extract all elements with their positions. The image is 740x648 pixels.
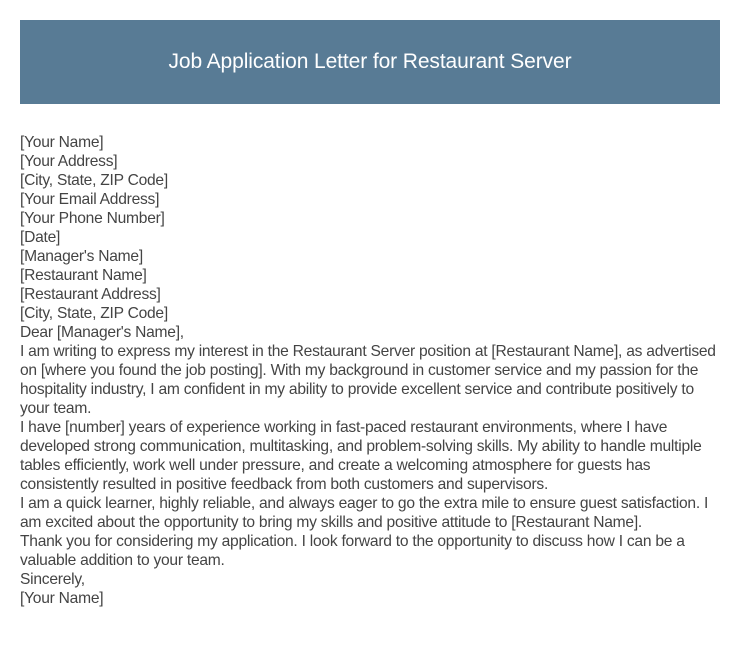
recipient-restaurant-address: [Restaurant Address] <box>20 286 161 303</box>
recipient-city-state-zip: [City, State, ZIP Code] <box>20 305 168 322</box>
page-header <box>20 20 720 104</box>
recipient-block <box>20 247 724 323</box>
closing: Sincerely, <box>20 571 85 588</box>
recipient-restaurant-name: [Restaurant Name] <box>20 267 147 284</box>
recipient-name: [Manager's Name] <box>20 248 143 265</box>
sender-city-state-zip: [City, State, ZIP Code] <box>20 172 168 189</box>
letter-body <box>20 133 724 608</box>
letter-date: [Date] <box>20 229 61 246</box>
signature: [Your Name] <box>20 590 104 607</box>
page-title: Job Application Letter for Restaurant Server <box>168 50 572 73</box>
salutation: Dear [Manager's Name], <box>20 324 184 341</box>
sender-block <box>20 133 724 228</box>
sender-phone: [Your Phone Number] <box>20 210 165 227</box>
body-paragraph-2: I have [number] years of experience working in fast-paced restaurant environments, where I have developed strong communication, multitasking, and problem-solving skills. My ability to handle multiple tables efficiently, work well under pressure, and create a welcoming atmosphere for guests has consistently resulted in positive feedback from both customers and supervisors. <box>20 419 702 493</box>
sender-email: [Your Email Address] <box>20 191 160 208</box>
body-paragraph-1: I am writing to express my interest in the Restaurant Server position at [Restaurant Name], as advertised on [where you found the job posting]. With my background in customer service and my passion for the hospitality industry, I am confident in my ability to provide excellent service and contribute positively to your team. <box>20 343 716 417</box>
body-paragraph-3: I am a quick learner, highly reliable, and always eager to go the extra mile to ensure guest satisfaction. I am excited about the opportunity to bring my skills and positive attitude to [Restaurant Name]. <box>20 495 709 531</box>
sender-name: [Your Name] <box>20 134 104 151</box>
sender-address: [Your Address] <box>20 153 118 170</box>
body-paragraph-4: Thank you for considering my application. I look forward to the opportunity to discuss how I can be a valuable addition to your team. <box>20 533 685 569</box>
